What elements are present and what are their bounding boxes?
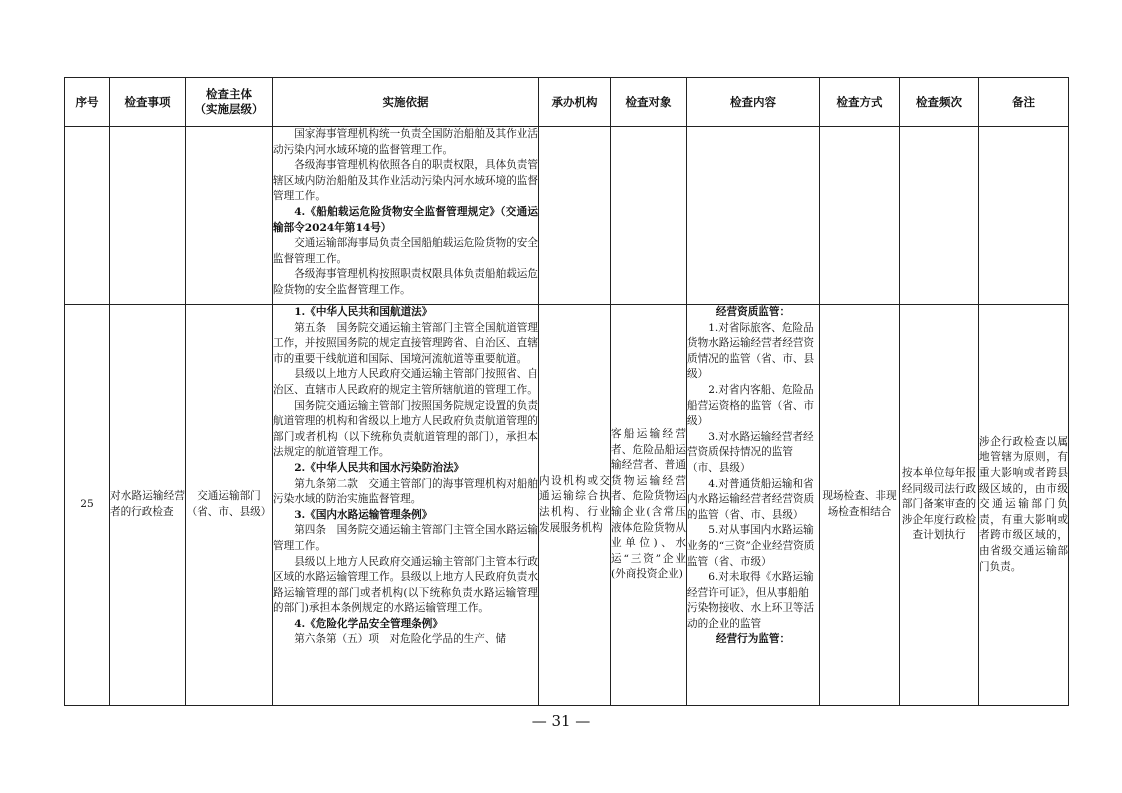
header-target: 检查对象: [611, 78, 687, 127]
basis-paragraph: 各级海事管理机构按照职责权限具体负责船舶载运危险货物的安全监督管理工作。: [273, 268, 538, 296]
cell-empty: [539, 127, 611, 305]
cell-empty: [65, 127, 110, 305]
basis-paragraph: 国家海事管理机构统一负责全国防治船舶及其作业活动污染内河水域环境的监督管理工作。: [273, 128, 538, 156]
content-item: 3.对水路运输经营者经营资质保持情况的监管（市、县级）: [687, 430, 814, 474]
content-item: 6.对未取得《水路运输经营许可证》，但从事船舶污染物接收、水上环卫等活动的企业的监管: [687, 571, 815, 630]
basis-paragraph: 第九条第二款 交通主管部门的海事管理机构对船舶污染水域的防治实施监督管理。: [273, 477, 538, 506]
header-agency: 承办机构: [539, 78, 611, 127]
row-target: 客船运输经营者、危险品船运输经营者、普通货物运输经营者、危险货物运输企业(含常压液体危险货物从业单位)、水运“三资”企业(外商投资企业): [611, 305, 687, 706]
header-frequency: 检查频次: [900, 78, 979, 127]
row-method: 现场检查、非现场检查相结合: [820, 305, 900, 706]
cell-empty: [820, 127, 900, 305]
page-number: — 31 —: [531, 712, 591, 730]
row-subject: 交通运输部门（省、市、县级）: [186, 305, 273, 706]
basis-paragraph: 国务院交通运输主管部门按照国务院规定设置的负责航道管理的机构和省级以上地方人民政府负责航道管理的部门或者机构（以下统称负责航道管理的部门），承担本法规定的航道管理工作。: [273, 399, 538, 459]
row-item: 对水路运输经营者的行政检查: [110, 305, 186, 706]
header-item: 检查事项: [110, 78, 186, 127]
header-basis: 实施依据: [273, 78, 539, 127]
cell-empty: [900, 127, 979, 305]
content-item: 2.对省内客船、危险品船营运资格的监管（省、市级）: [687, 383, 815, 428]
inspection-table: [64, 77, 1069, 706]
basis-law-title: 3.《国内水路运输管理条例》: [294, 508, 433, 521]
row-frequency: 按本单位每年报经同级司法行政部门备案审查的涉企年度行政检查计划执行: [900, 305, 979, 706]
cell-empty: [110, 127, 186, 305]
row-content-cell: [687, 305, 820, 706]
content-item: 5.对从事国内水路运输业务的“三资”企业经营资质监管（省、市级）: [687, 524, 815, 568]
basis-paragraph: 交通运输部海事局负责全国船舶载运危险货物的安全监督管理工作。: [273, 237, 538, 265]
header-number: 序号: [65, 78, 110, 127]
continued-basis-cell: [273, 127, 539, 305]
basis-paragraph: 县级以上地方人民政府交通运输主管部门按照省、自治区、直辖市人民政府的规定主管所辖航道的管理工作。: [273, 368, 538, 396]
cell-empty: [611, 127, 687, 305]
row-number: 25: [65, 305, 110, 706]
content-item: 4.对普通货船运输和省内水路运输经营者经营资质的监管（省、市、县级）: [687, 477, 815, 521]
basis-law-title: 4.《危险化学品安全管理条例》: [294, 617, 443, 630]
content-heading: 经营行为监管：: [715, 633, 791, 646]
basis-law-title: 2.《中华人民共和国水污染防治法》: [294, 461, 465, 474]
basis-paragraph: 第六条第（五）项 对危险化学品的生产、储: [294, 633, 507, 646]
header-method: 检查方式: [820, 78, 900, 127]
header-row: [65, 78, 1069, 127]
basis-paragraph: 县级以上地方人民政府交通运输主管部门主管本行政区域的水路运输管理工作。县级以上地方人民政府负责水路运输管理的部门或者机构(以下统称负责水路运输管理的部门)承担本条例规定的水路运输管理工作。: [273, 555, 538, 615]
cell-empty: [687, 127, 820, 305]
cell-empty: [186, 127, 273, 305]
header-subject: 检查主体 （实施层级）: [186, 78, 273, 127]
basis-paragraph: 第五条 国务院交通运输主管部门主管全国航道管理工作，并按照国务院的规定直接管理跨省、自治区、直辖市的重要干线航道和国际、国境河流航道等重要航道。: [273, 321, 538, 365]
basis-law-title: 4.《船舶载运危险货物安全监督管理规定》（交通运输部令2024年第14号）: [273, 205, 538, 234]
basis-paragraph: 第四条 国务院交通运输主管部门主管全国水路运输管理工作。: [273, 524, 538, 552]
header-remark: 备注: [979, 78, 1069, 127]
table-row: [65, 305, 1069, 706]
content-item: 1.对省际旅客、危险品货物水路运输经营者经营资质情况的监管（省、市、县级）: [687, 321, 815, 381]
basis-law-title: 1.《中华人民共和国航道法》: [294, 306, 433, 318]
cell-empty: [979, 127, 1069, 305]
row-agency: 内设机构或交通运输综合执法机构、行业发展服务机构: [539, 305, 611, 706]
header-content: 检查内容: [687, 78, 820, 127]
row-basis-cell: [273, 305, 539, 706]
content-heading: 经营资质监管：: [715, 306, 791, 318]
basis-paragraph: 各级海事管理机构依照各自的职责权限，具体负责管辖区域内防治船舶及其作业活动污染内河水域环境的监督管理工作。: [273, 159, 538, 203]
row-remark: 涉企行政检查以属地管辖为原则，有重大影响或者跨县级区域的，由市级交通运输部门负责，有重大影响或者跨市级区域的，由省级交通运输部门负责。: [979, 305, 1069, 706]
table-row-continued: [65, 127, 1069, 305]
